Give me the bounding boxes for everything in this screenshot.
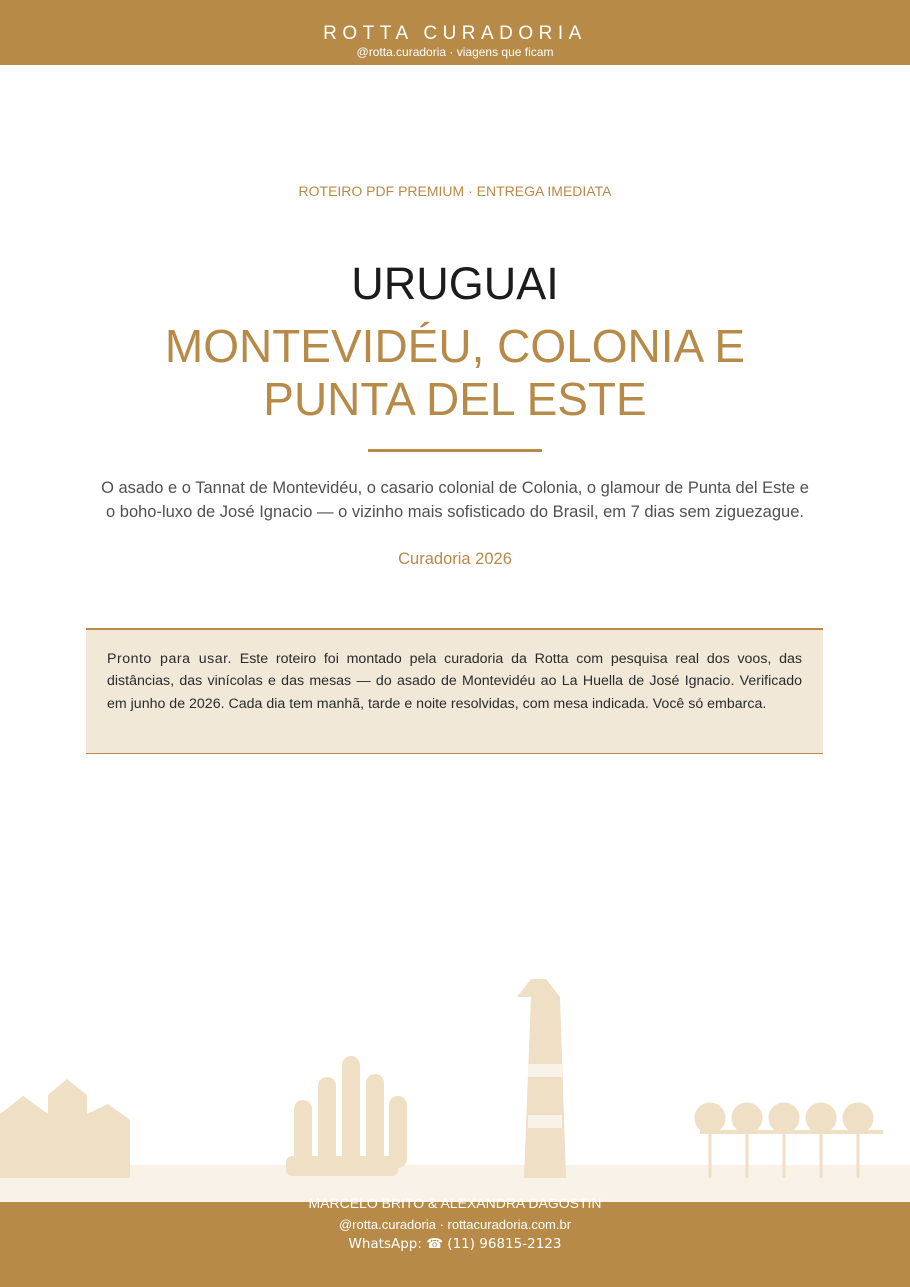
brand-handle: @rotta.curadoria · viagens que ficam: [356, 45, 554, 59]
edition-label: Curadoria 2026: [398, 550, 512, 568]
footer-links: @rotta.curadoria · rottacuradoria.com.br: [338, 1217, 572, 1232]
title-divider: [368, 449, 542, 452]
footer-authors: MARCELO BRITO & ALEXANDRA DAGOSTIN: [308, 1195, 602, 1211]
ready-to-use-note: [86, 628, 823, 754]
lighthouse-icon: [517, 979, 566, 1178]
hand-sculpture-icon: [286, 1056, 407, 1176]
brand-name: ROTTA CURADORIA: [323, 23, 587, 44]
cover-kicker: ROTEIRO PDF PREMIUM · ENTREGA IMEDIATA: [298, 183, 612, 199]
intro-paragraph: O asado e o Tannat de Montevidéu, o casario colonial de Colonia, o glamour de Punta del Este e o boho-luxo de José Ignacio — o vizinho mais sofisticado do Brasil, em 7 dias sem ziguezague.: [101, 479, 809, 521]
footer-banner: [0, 1195, 910, 1287]
top-banner: [0, 0, 910, 65]
note-lead: Pronto para usar.: [107, 651, 232, 667]
page-subtitle: MONTEVIDÉU, COLONIA E PUNTA DEL ESTE: [164, 320, 746, 425]
note-body: Este roteiro foi montado pela curadoria da Rotta com pesquisa real dos voos, das distâncias, das vinícolas e das mesas — do asado de Montevidéu ao La Huella de José Ignacio. Verificado em junho de 2026. Cada dia tem manhã, tarde e noite resolvidas, com mesa indicada. Você só embarca.: [107, 651, 802, 712]
page-title: URUGUAI: [351, 258, 559, 309]
skyline-illustration: [0, 970, 910, 1202]
colonial-houses-icon: [0, 1079, 130, 1178]
footer-whatsapp: WhatsApp: ☎ (11) 96815-2123: [348, 1236, 562, 1252]
